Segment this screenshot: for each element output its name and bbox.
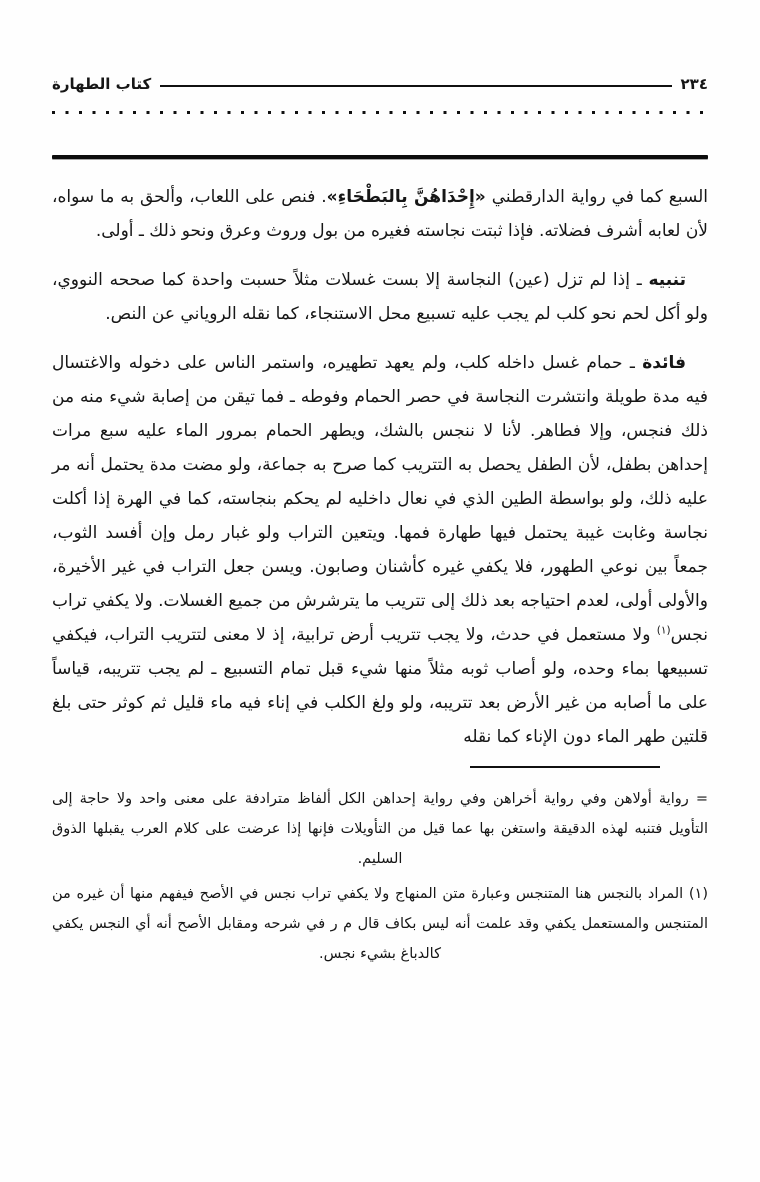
section-rule	[52, 155, 708, 159]
emphasis-text: تنبيه	[648, 270, 686, 290]
footnote-text: المراد بالنجس هنا المتنجس وعبارة متن المنهاج ولا يكفي تراب نجس في الأصح فيفهم منها أن غيره من المتنجس والمستعمل يكفي وقد علمت أنه ليس بكاف قال م ر في شرحه ومقابل الأصح أنه أي النجس يكفي كالدباغ بشيء نجس.	[52, 886, 708, 962]
emphasis-text: فائدة	[642, 353, 686, 373]
footnote-ref: (١)	[656, 624, 671, 637]
paragraph	[52, 263, 708, 331]
footnote-separator	[470, 766, 660, 768]
emphasis-text: «إِحْدَاهُنَّ بِالبَطْحَاءِ»	[326, 187, 486, 207]
body-text: السبع كما في رواية الدارقطني	[485, 187, 709, 207]
footnote-text: رواية أولاهن وفي رواية أخراهن وفي رواية إحداهن الكل ألفاظ مترادفة على معنى واحد ولا حاجة إلى التأويل فتنبه لهذه الدقيقة واستغن بها عما قيل من التأويلات فإنها إذا عرضت على كلام العرب يقبلها الذوق السليم.	[52, 791, 708, 867]
main-text	[52, 180, 708, 754]
footnote-marker: =	[688, 791, 708, 807]
body-text: ولا مستعمل في حدث، ولا يجب تتريب أرض ترابية، إذ لا معنى لتتريب التراب، فيكفي تسبيعها بماء وحده، ولو أصاب ثوبه مثلاً منها شيء قبل تمام التسبيع ـ لم يجب تتريبه، قياساً على ما أصابه من غير الأرض بعد تتريبه، ولو ولغ الكلب في إناء فيه ماء قليل ثم كوثر حتى بلغ قلتين طهر الماء دون الإناء كما نقله	[52, 625, 708, 747]
body-text: ـ إذا لم تزل (عين) النجاسة إلا بست غسلات مثلاً حسبت واحدة كما صححه النووي، ولو أكل لحم نحو كلب لم يجب عليه تسبيع محل الاستنجاء، كما نقله الروياني عن النص.	[52, 270, 708, 324]
page-number: ٢٣٤	[680, 75, 708, 93]
matn-ellipsis-dots	[52, 111, 708, 114]
running-title: كتاب الطهارة	[52, 75, 152, 93]
body-text: . فنص على اللعاب، وألحق به ما سواه، لأن لعابه أشرف فضلاته. فإذا ثبتت نجاسته فغيره من بول وروث وعرق ونحو ذلك ـ أولى.	[52, 187, 708, 241]
footnote-marker: (١)	[683, 886, 708, 902]
footnote	[52, 879, 708, 969]
page-header	[52, 74, 708, 94]
paragraph	[52, 180, 708, 248]
paragraph	[52, 346, 708, 754]
header-rule	[160, 85, 671, 87]
footnote	[52, 784, 708, 874]
footnotes	[52, 784, 708, 969]
body-text: ـ حمام غسل داخله كلب، ولم يعهد تطهيره، واستمر الناس على دخوله والاغتسال فيه مدة طويلة وانتشرت النجاسة في حصر الحمام وفوطه ـ فما تيقن من إصابة شيء منه من ذلك فنجس، وإلا فطاهر. لأنا لا ننجس بالشك، ويطهر الحمام بمرور الماء عليه سبع مرات إحداهن بطفل، لأن الطفل يحصل به التتريب كما صرح به جماعة، ولو مضت مدة يحتمل أنه مر عليه ذلك، ولو بواسطة الطين الذي في نعال داخليه لم يحكم بنجاسته، كما في الهرة إذا أكلت نجاسة وغابت غيبة يحتمل فيها طهارة فمها. ويتعين التراب ولو غبار رمل وإن أفسد الثوب، جمعاً بين نوعي الطهور، فلا يكفي غيره كأشنان وصابون. ويسن جعل التراب في غير الأخيرة، والأولى أولى، لعدم احتياجه بعد ذلك إلى تتريب ما يترشرش من جميع الغسلات. ولا يكفي تراب نجس	[52, 353, 708, 645]
